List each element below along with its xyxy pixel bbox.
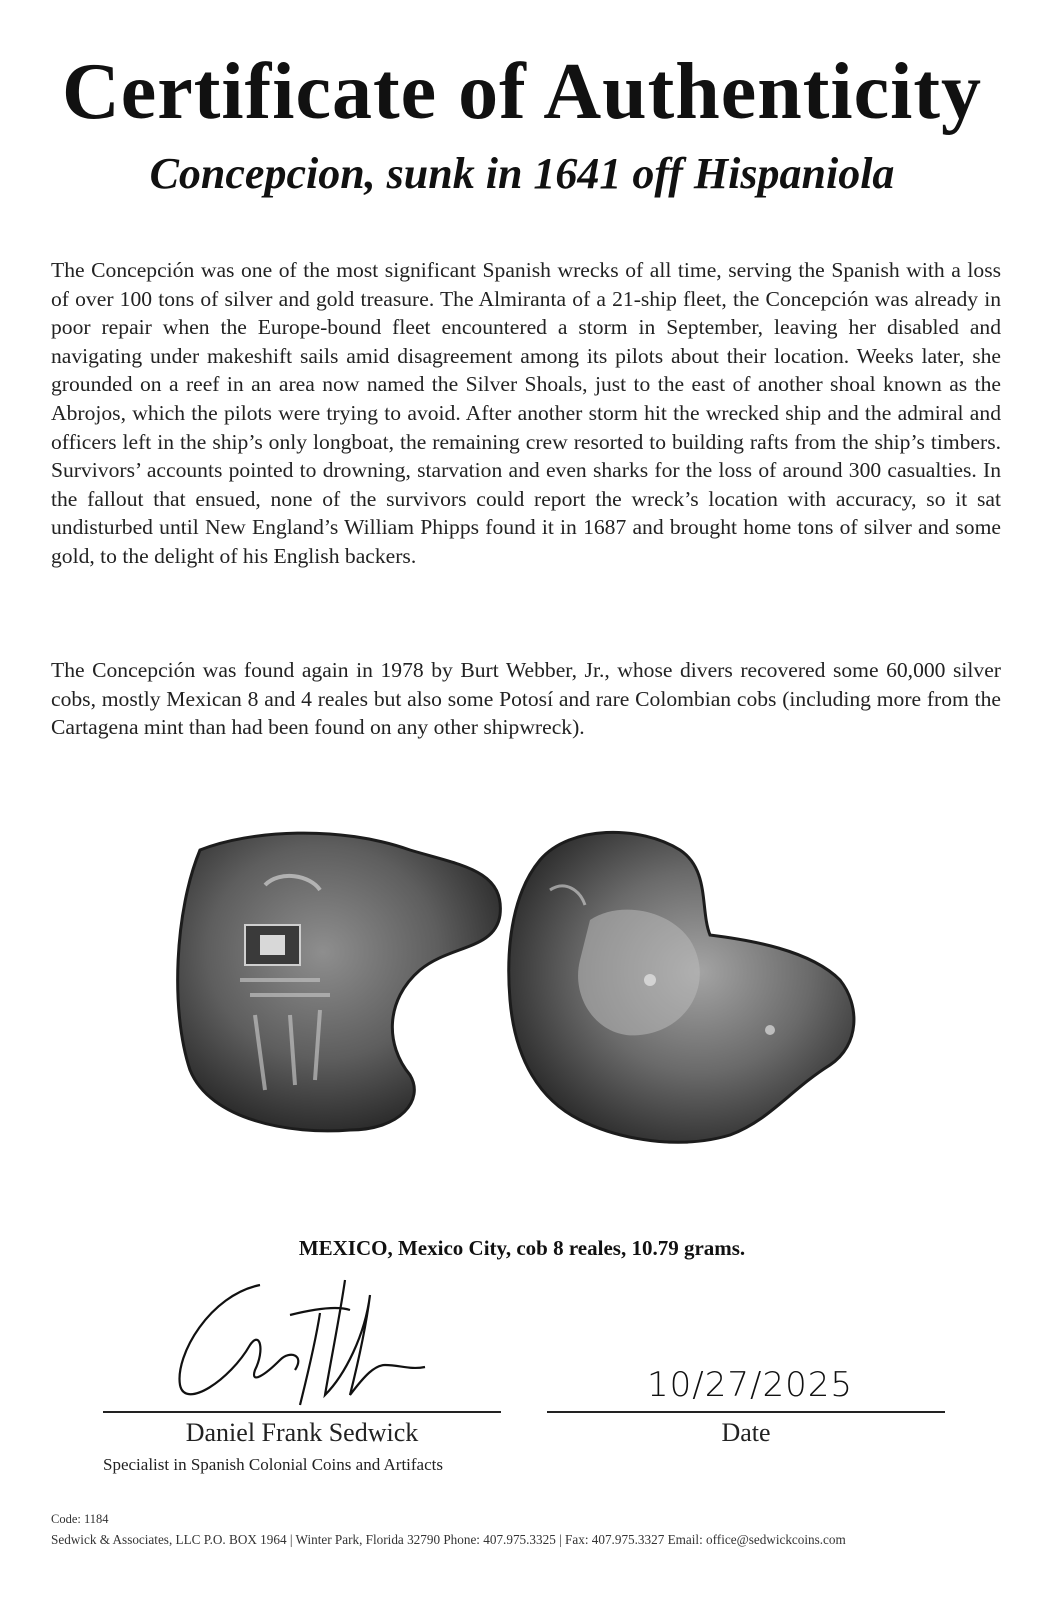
handwritten-signature [170,1275,440,1415]
signer-name: Daniel Frank Sedwick [185,1418,419,1447]
certificate-subtitle: Concepcion, sunk in 1641 off Hispaniola [149,149,895,198]
certificate-code: Code: 1184 [51,1512,109,1526]
date-label: Date [721,1418,771,1447]
coin-reverse [509,832,854,1142]
coin-obverse [178,833,501,1131]
coin-images [170,830,890,1160]
contact-footer: Sedwick & Associates, LLC P.O. BOX 1964 | Winter Park, Florida 32790 Phone: 407.975.3325 | Fax: 407.975.3327 Email: office@sedwickcoins.com [51,1532,846,1547]
date-value: 10/27/2025 [647,1365,853,1405]
signer-title: Specialist in Spanish Colonial Coins and Artifacts [103,1455,443,1474]
signature-line [103,1411,501,1413]
certificate-title: Certificate of Authenticity [61,48,983,136]
coin-caption: MEXICO, Mexico City, cob 8 reales, 10.79 grams. [298,1236,746,1260]
history-paragraph-1: The Concepción was one of the most significant Spanish wrecks of all time, serving the Spanish with a loss of over 100 tons of silver and gold treasure. The Almiranta of a 21-ship fleet, the Concepción was already in poor repair when the Europe-bound fleet encountered a storm in September, leaving her disabled and navigating under makeshift sails amid disagreement among its pilots about their location. Weeks later, she grounded on a reef in an area now named the Silver Shoals, just to the east of another shoal known as the Abrojos, which the pilots were trying to avoid. After another storm hit the wrecked ship and the admiral and officers left in the ship’s only longboat, the remaining crew resorted to building rafts from the ship’s timbers. Survivors’ accounts pointed to drowning, starvation and even sharks for the loss of around 300 casualties. In the fallout that ensued, none of the survivors could report the wreck’s location with accuracy, so it sat undisturbed until New England’s William Phipps found it in 1687 and brought home tons of silver and some gold, to the delight of his English backers. [51,258,1001,568]
history-paragraph-2: The Concepción was found again in 1978 by Burt Webber, Jr., whose divers recovered some 60,000 silver cobs, mostly Mexican 8 and 4 reales but also some Potosí and rare Colombian cobs (including more from the Cartagena mint than had been found on any other shipwreck). [51,658,1001,740]
date-line [547,1411,945,1413]
